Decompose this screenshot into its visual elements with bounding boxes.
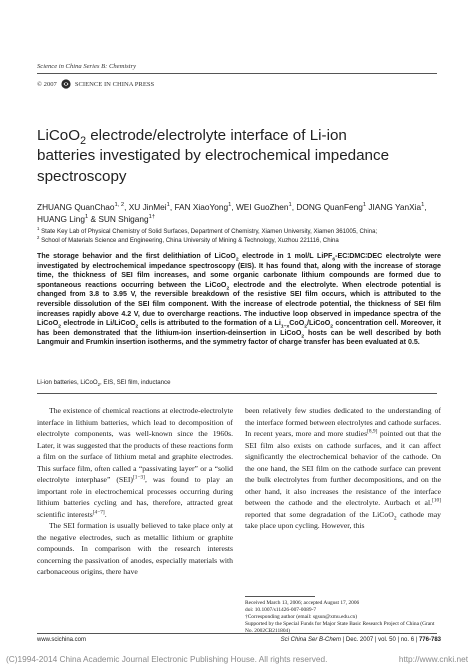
footer-rule: [37, 633, 437, 634]
footer-website[interactable]: www.scichina.com: [37, 637, 87, 643]
author-name: FAN XiaoYong: [174, 202, 229, 212]
affiliation-2: $^2$ School of Materials Science and Engineering, China University of Mining & Technology, Xuzhou 221116, China: [37, 234, 339, 244]
body-column-left: [37, 405, 233, 578]
copyright: © 2007: [37, 80, 57, 88]
paragraph: been relatively few studies dedicated to the understanding of the interface formed between electrolytes and cathode surfaces. In recent years, more and more studies[8,9] pointed out that the SEI film also exists on cathode surfaces, and it can affect significantly the electrochemical behavior of the cathode. On the one hand, the SEI film on the cathode surface can prevent the bulk electrolytes from further decompositions, and on the other hand, it also increases the resistance of the interface between the cathode and the electrolyte. Aurbach et al.[10] reported that some degradation of the LiCoO$_2$ cathode may take place upon cycling. However, this: [245, 406, 441, 530]
body-column-right: [245, 405, 441, 532]
article-title: LiCoO$_2$ electrode/electrolyte interface of Li-ion batteries investigated by electrochemical impedance spectroscopy: [37, 127, 390, 185]
footnote-rule: [245, 596, 315, 597]
affiliation-1: $^1$ State Key Lab of Physical Chemistry of Solid Surfaces, Department of Chemistry, Xiamen University, Xiamen 361005, China;: [37, 225, 378, 235]
author-name: SUN Shigang: [98, 213, 149, 224]
publisher-logo-icon: [61, 79, 71, 89]
author-name: XU JinMei: [128, 202, 167, 212]
keywords-rule: [37, 393, 437, 394]
author-list: ZHUANG QuanChao$^{1, 2}$, XU JinMei$^1$, FAN XiaoYong$^1$, WEI GuoZhen$^1$, DONG QuanFeng$^1$ JIANG YanXia$^1$, HUANG Ling$^1$ & SUN Shigang$^{1\dagger}$: [37, 202, 427, 224]
header-rule: [37, 73, 437, 74]
author-name: HUANG Ling: [37, 213, 85, 224]
publisher-name: SCIENCE IN CHINA PRESS: [74, 80, 155, 88]
footer-citation: Sci China Ser B-Chem | Dec. 2007 | vol. 50 | no. 6 | 776-783: [280, 637, 441, 643]
author-name: DONG QuanFeng: [296, 202, 363, 212]
paragraph: The existence of chemical reactions at electrode-electrolyte interface in lithium batteries, which lead to decomposition of electrolyte components, was well-known since the 1960s. Later, it was suggested that the products of these reactions form a film on the surface of lithium metal and graphite electrodes. This surface film, often called a “passivating layer” or a “solid electrolyte interphase” (SEI)[1−3], was found to play an important role in electrochemical processes occurring during lithium batteries cycling and has, therefore, attracted great scientific interests[4−7].: [37, 406, 233, 519]
keywords: Li-ion batteries, LiCoO$_2$, EIS, SEI film, inductance: [37, 379, 171, 388]
abstract: The storage behavior and the first delithiation of LiCoO$_2$ electrode in 1 mol/L LiPF$_6$-EC∶DMC∶DEC electrolyte were investigated by electrochemical impedance spectroscopy (EIS). It has found that, along with the increase of storage time, the thickness of SEI film increases, and some organic carbonate lithium compounds are formed due to spontaneous reactions occurring between the LiCoO$_2$ electrode and the electrolyte. When electrode potential is changed from 3.8 to 3.95 V, the reversible breakdown of the resistive SEI film occurs, which is attributed to the reversible dissolution of the SEI film component. With the increase of electrode potential, the thickness of SEI film increases rapidly above 4.2 V, due to overcharge reactions. The inductive loop observed in impedance spectra of the LiCoO$_2$ electrode in Li/LiCoO$_2$ cells is attributed to the formation of a $Li_{1-x}CoO_2/LiCoO_2$ concentration cell. Moreover, it has been demonstrated that the lithium-ion insertion-deinsertion in LiCoO$_2$ hosts can be well described by both Langmuir and Frumkin insertion isotherms, and the symmetry factor of charge transfer has been evaluated at 0.5.: [37, 252, 441, 347]
journal-series: Science in China Series B: Chemistry: [37, 63, 137, 70]
author-name: ZHUANG QuanChao: [37, 202, 115, 212]
footnote: Received March 13, 2006; accepted August 17, 2006 doi: 10.1007/s11426-007-0089-7 †Corresponding author (email: sgsun@xmu.edu.cn) Supported by the Special Funds for Major State Basic Research Project of China (Grant No. 2002CB211804): [245, 600, 435, 634]
paragraph: The SEI formation is usually believed to take place only at the negative electrodes, such as metallic lithium or graphite compounds. In comparison with the research interests concerning the passivation of anodes, especially materials with carbonaceous origins, there have: [37, 521, 233, 576]
publisher-row: [37, 79, 154, 89]
author-name: JIANG YanXia: [368, 202, 422, 212]
author-name: WEI GuoZhen: [235, 202, 289, 212]
watermark: (C)1994-2014 China Academic Journal Electronic Publishing House. All rights reserved. http://www.cnki.net: [6, 654, 468, 664]
